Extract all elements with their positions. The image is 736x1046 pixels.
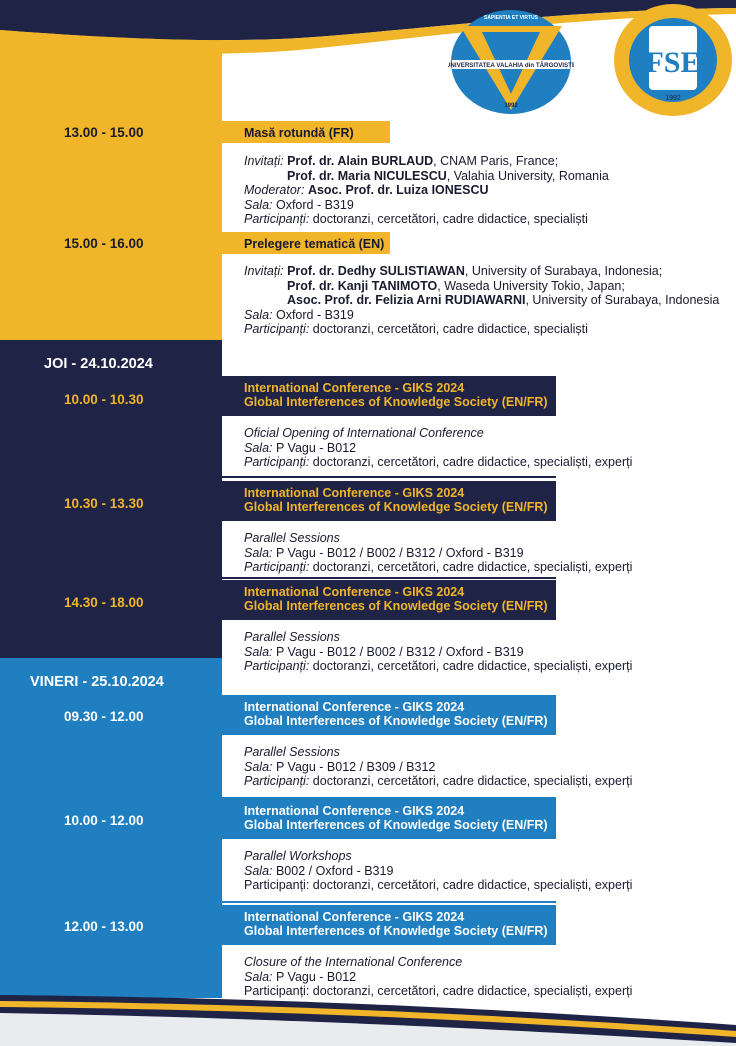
session-title: International Conference - GIKS 2024 Global Interferences of Knowledge Society (EN/FR) (222, 799, 556, 839)
university-logo (448, 6, 574, 116)
session-time: 10.00 - 12.00 (64, 813, 144, 828)
day-label: VINERI - 25.10.2024 (30, 674, 164, 690)
session-title: International Conference - GIKS 2024 Global Interferences of Knowledge Society (EN/FR) (222, 481, 556, 521)
footer-wave (0, 985, 736, 1046)
session-time: 10.30 - 13.30 (64, 496, 144, 511)
session-details: Parallel Sessions Sala: P Vagu - B012 / B002 / B312 / Oxford - B319 Participanți: doctoranzi, cercetători, cadre didactice, specialiști, experți (222, 523, 556, 579)
faculty-logo-year: 1992 (665, 95, 681, 102)
university-logo-name: UNIVERSITATEA VALAHIA din TÂRGOVIȘTE (448, 62, 574, 69)
session-details: Oficial Opening of International Conference Sala: P Vagu - B012 Participanți: doctoranzi, cercetători, cadre didactice, specialiști, experți (222, 418, 556, 478)
session-title: Prelegere tematică (EN) (222, 232, 390, 254)
session-title: Masă rotundă (FR) (222, 121, 390, 143)
faculty-logo (612, 2, 734, 118)
university-logo-year: 1992 (504, 103, 518, 109)
session-details: Invitați: Prof. dr. Dedhy SULISTIAWAN, University of Surabaya, Indonesia; Prof. dr. Kanji TANIMOTO, Waseda University Tokio, Japan; Asoc. Prof. dr. Felizia Arni RUDIAWARNI, University of Surabaya, Indonesia Sala: Oxford - B319 Participanți: doctoranzi, cercetători, cadre didactice, specialiști (244, 264, 720, 336)
session-time: 14.30 - 18.00 (64, 595, 144, 610)
session-details: Parallel Sessions Sala: P Vagu - B012 / B309 / B312 Participanți: doctoranzi, cercetători, cadre didactice, specialiști, experți (222, 737, 556, 799)
session-details: Parallel Sessions Sala: P Vagu - B012 / B002 / B312 / Oxford - B319 Participanți: doctoranzi, cercetători, cadre didactice, specialiști, experți (244, 630, 633, 673)
session-details: Parallel Workshops Sala: B002 / Oxford - B319 Participanți: doctoranzi, cercetători, cadre didactice, specialiști, experți (222, 841, 556, 903)
session-details: Closure of the International Conference Sala: P Vagu - B012 Participanți: doctoranzi, cercetători, cadre didactice, specialiști, experți (244, 955, 633, 998)
university-logo-motto: SAPIENTIA ET VIRTUS (484, 15, 538, 21)
session-title: International Conference - GIKS 2024 Global Interferences of Knowledge Society (EN/FR) (222, 905, 556, 945)
session-time: 12.00 - 13.00 (64, 919, 144, 934)
session-title: International Conference - GIKS 2024 Global Interferences of Knowledge Society (EN/FR) (222, 580, 556, 620)
session-time: 13.00 - 15.00 (64, 125, 144, 140)
faculty-logo-letters: FSE (645, 46, 701, 79)
day-label: JOI - 24.10.2024 (44, 356, 153, 372)
session-time: 10.00 - 10.30 (64, 392, 144, 407)
session-time: 09.30 - 12.00 (64, 709, 144, 724)
session-title: International Conference - GIKS 2024 Global Interferences of Knowledge Society (EN/FR) (222, 695, 556, 735)
session-title: International Conference - GIKS 2024 Global Interferences of Knowledge Society (EN/FR) (222, 376, 556, 416)
session-time: 15.00 - 16.00 (64, 236, 144, 251)
session-details: Invitați: Prof. dr. Alain BURLAUD, CNAM Paris, France; Prof. dr. Maria NICULESCU, Valahia University, Romania Moderator: Asoc. Prof. dr. Luiza IONESCU Sala: Oxford - B319 Participanți: doctoranzi, cercetători, cadre didactice, specialiști (244, 154, 609, 226)
